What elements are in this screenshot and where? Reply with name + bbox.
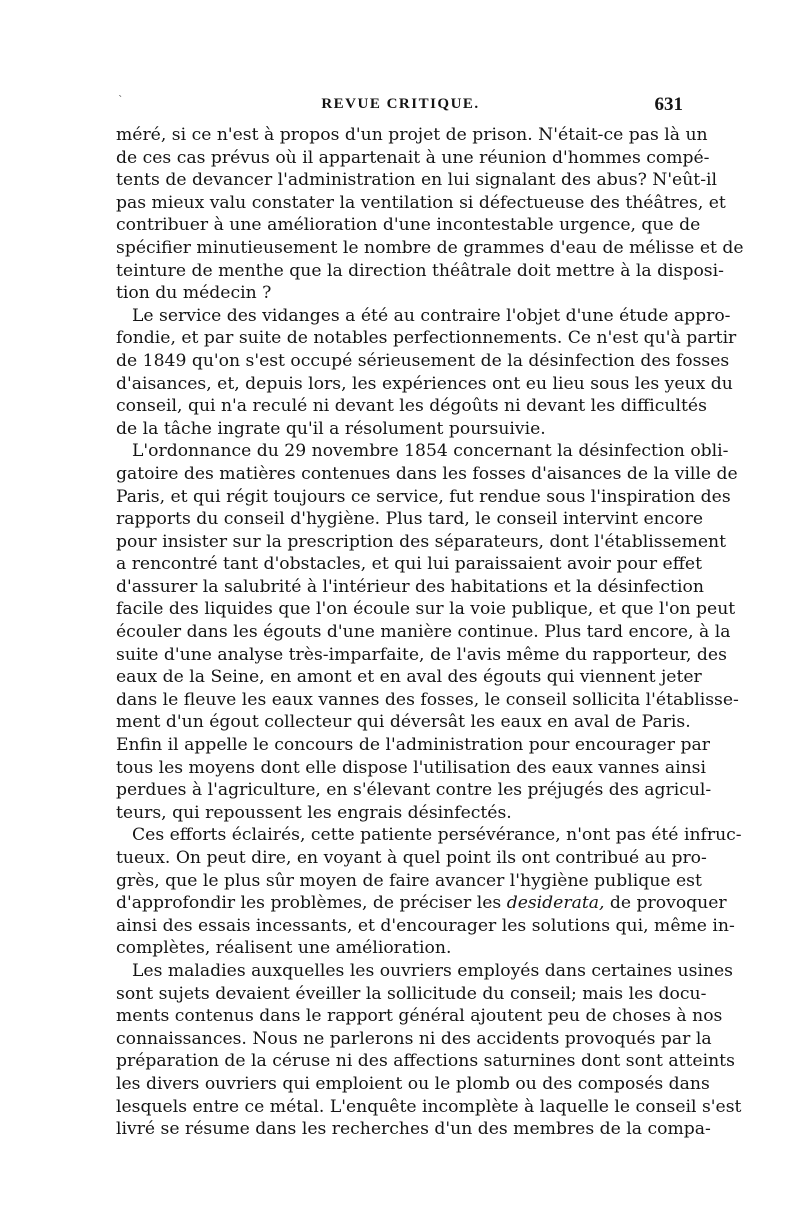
text-line: méré, si ce n'est à propos d'un projet de prison. N'était-ce pas là un [116,125,708,145]
text-line: suite d'une analyse très-imparfaite, de l'avis même du rapporteur, des [116,644,727,665]
text-line: ment d'un égout collecteur qui déversât les eaux en aval de Paris. [116,712,691,733]
text-line: facile des liquides que l'on écoule sur la voie publique, et que l'on peut [116,599,736,620]
text-line: eaux de la Seine, en amont et en aval des égouts qui viennent jeter [116,667,702,688]
text-line: préparation de la céruse ni des affections saturnines dont sont atteints [116,1051,735,1072]
text-line: écouler dans les égouts d'une manière continue. Plus tard encore, à la [116,622,731,643]
running-title: REVUE CRITIQUE. [321,96,480,112]
text-line: dans le fleuve les eaux vannes des fosses, le conseil sollicita l'établisse- [116,689,739,710]
text-line: L'ordonnance du 29 novembre 1854 concernant la désinfection obli- [132,441,729,462]
text-line: perdues à l'agriculture, en s'élevant contre les préjugés des agricul- [116,780,712,801]
text-line: fondie, et par suite de notables perfectionnements. Ce n'est qu'à partir [116,328,737,349]
italic-term: desiderata, [506,893,605,914]
text-line: de la tâche ingrate qu'il a résolument poursuivie. [116,418,546,439]
text-line: d'assurer la salubrité à l'intérieur des habitations et la désinfection [116,576,704,597]
text-line: de ces cas prévus où il appartenait à une réunion d'hommes compé- [116,147,710,168]
text-line: tueux. On peut dire, en voyant à quel point ils ont contribué au pro- [116,848,707,868]
text-line: spécifier minutieusement le nombre de grammes d'eau de mélisse et de [116,237,744,258]
running-head [118,96,683,120]
text-line: pour insister sur la prescription des séparateurs, dont l'établissement [116,531,727,552]
text-line: sont sujets devaient éveiller la sollicitude du conseil; mais les docu- [116,983,707,1004]
text-line: Ces efforts éclairés, cette patiente persévérance, n'ont pas été infruc- [132,825,742,846]
text-line: lesquels entre ce métal. L'enquête incomplète à laquelle le conseil s'est [116,1096,742,1117]
text-line: ainsi des essais incessants, et d'encourager les solutions qui, même in- [116,915,735,936]
text-line: a rencontré tant d'obstacles, et qui lui paraissaient avoir pour effet [116,554,703,575]
text-line: gatoire des matières contenues dans les fosses d'aisances de la ville de [116,463,738,484]
text-line: ments contenus dans le rapport général ajoutent peu de choses à nos [116,1006,723,1027]
text-line: Les maladies auxquelles les ouvriers employés dans certaines usines [132,960,734,981]
text-line: de 1849 qu'on s'est occupé sérieusement de la désinfection des fosses [116,350,730,371]
text-line: tous les moyens dont elle dispose l'utilisation des eaux vannes ainsi [116,757,706,778]
text-line: complètes, réalisent une amélioration. [116,938,452,959]
text-line: rapports du conseil d'hygiène. Plus tard, le conseil intervint encore [116,509,704,530]
page-number: 631 [654,94,683,115]
text-line: teinture de menthe que la direction théâtrale doit mettre à la disposi- [116,260,724,281]
text-line [116,892,727,915]
text-segment: de provoquer [604,893,727,914]
text-line: pas mieux valu constater la ventilation si défectueuse des théâtres, et [116,192,726,213]
text-line: Paris, et qui régit toujours ce service, fut rendue sous l'inspiration des [116,486,731,507]
text-line: Enfin il appelle le concours de l'administration pour encourager par [116,735,710,756]
text-line: tents de devancer l'administration en lui signalant des abus? N'eût-il [116,170,718,191]
text-line: livré se résume dans les recherches d'un des membres de la compa- [116,1119,711,1140]
text-line: teurs, qui repoussent les engrais désinfectés. [116,802,512,823]
text-segment: d'approfondir les problèmes, de préciser les [116,893,507,914]
text-line: conseil, qui n'a reculé ni devant les dégoûts ni devant les difficultés [116,396,707,417]
body-text [116,124,744,1141]
text-line: connaissances. Nous ne parlerons ni des accidents provoqués par la [116,1028,712,1049]
text-line: Le service des vidanges a été au contraire l'objet d'une étude appro- [132,305,731,326]
text-line: contribuer à une amélioration d'une incontestable urgence, que de [116,215,701,236]
text-line: d'aisances, et, depuis lors, les expériences ont eu lieu sous les yeux du [116,373,733,394]
text-line: tion du médecin ? [116,283,272,304]
text-line: les divers ouvriers qui emploient ou le plomb ou des composés dans [116,1073,710,1094]
text-line: grès, que le plus sûr moyen de faire avancer l'hygiène publique est [116,870,702,891]
head-mark: ` [118,94,124,107]
